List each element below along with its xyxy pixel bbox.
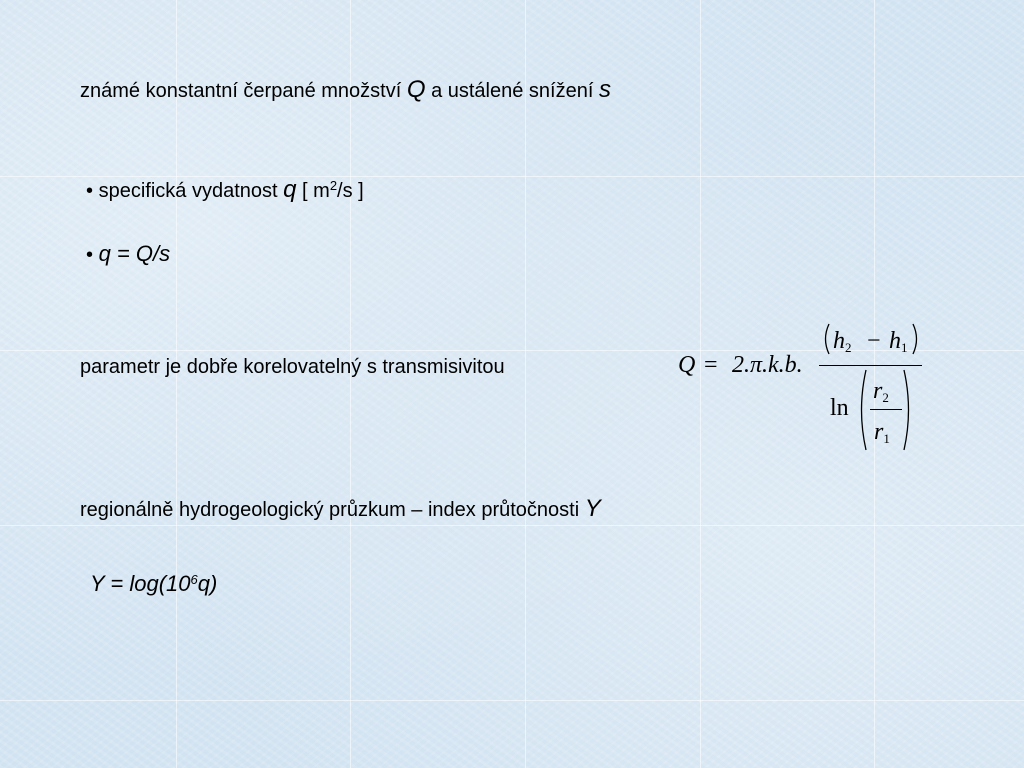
formula-equals: = — [704, 352, 718, 378]
numerator-h1: $h_1$ — [889, 328, 908, 355]
bg-grid-line — [0, 176, 1024, 177]
known-pumping-text: známé konstantní čerpané množství — [80, 80, 407, 102]
var-Q: Q — [406, 76, 426, 103]
bg-grid-line — [525, 0, 526, 768]
var-Y: Y — [584, 495, 601, 522]
bullet-marker: • — [86, 244, 94, 266]
var-q: q — [283, 176, 297, 203]
flow-index-formula-pre: Y = log(10 — [90, 571, 191, 596]
denominator-right-paren — [902, 368, 914, 452]
bg-grid-line — [176, 0, 177, 768]
flow-index-exponent: 6 — [190, 572, 198, 587]
numerator-right-paren — [911, 322, 921, 356]
denominator-ln: ln — [830, 395, 849, 421]
formula-coefficient: 2.π.k.b. — [732, 352, 803, 378]
bullet-marker: • — [86, 180, 94, 202]
denominator-left-paren — [856, 368, 868, 452]
thiem-formula — [678, 322, 928, 457]
drawdown-text: a ustálené snížení — [425, 80, 599, 102]
flow-index-formula — [90, 572, 217, 596]
unit-exponent: 2 — [329, 178, 338, 193]
flow-index-formula-post: q) — [197, 571, 218, 596]
bg-grid-line — [0, 525, 1024, 526]
transmissivity-line: parametr je dobře korelovatelný s transmisivitou — [80, 356, 505, 378]
denominator-r1: $r_1$ — [874, 419, 890, 446]
formula-lhs: Q — [678, 352, 696, 378]
unit-open: [ m — [296, 180, 330, 202]
bg-grid-line — [350, 0, 351, 768]
numerator-left-paren — [821, 322, 831, 356]
numerator-minus: − — [867, 328, 881, 354]
specific-capacity-text: specifická vydatnost — [93, 180, 284, 202]
specific-capacity-bullet — [86, 178, 364, 203]
flow-index-text: regionálně hydrogeologický průzkum – index průtočnosti — [80, 499, 585, 521]
log-fraction-bar — [870, 409, 902, 410]
numerator-h2: $h_2$ — [833, 328, 852, 355]
known-pumping-line — [80, 78, 611, 103]
flow-index-line — [80, 497, 601, 522]
var-s: s — [598, 76, 611, 103]
specific-capacity-formula-bullet — [86, 242, 170, 267]
denominator-r2: $r_2$ — [873, 378, 889, 405]
unit-close: /s ] — [337, 180, 364, 202]
bg-grid-line — [0, 700, 1024, 701]
specific-capacity-formula: q = Q/s — [98, 241, 171, 266]
main-fraction-bar — [819, 365, 922, 366]
